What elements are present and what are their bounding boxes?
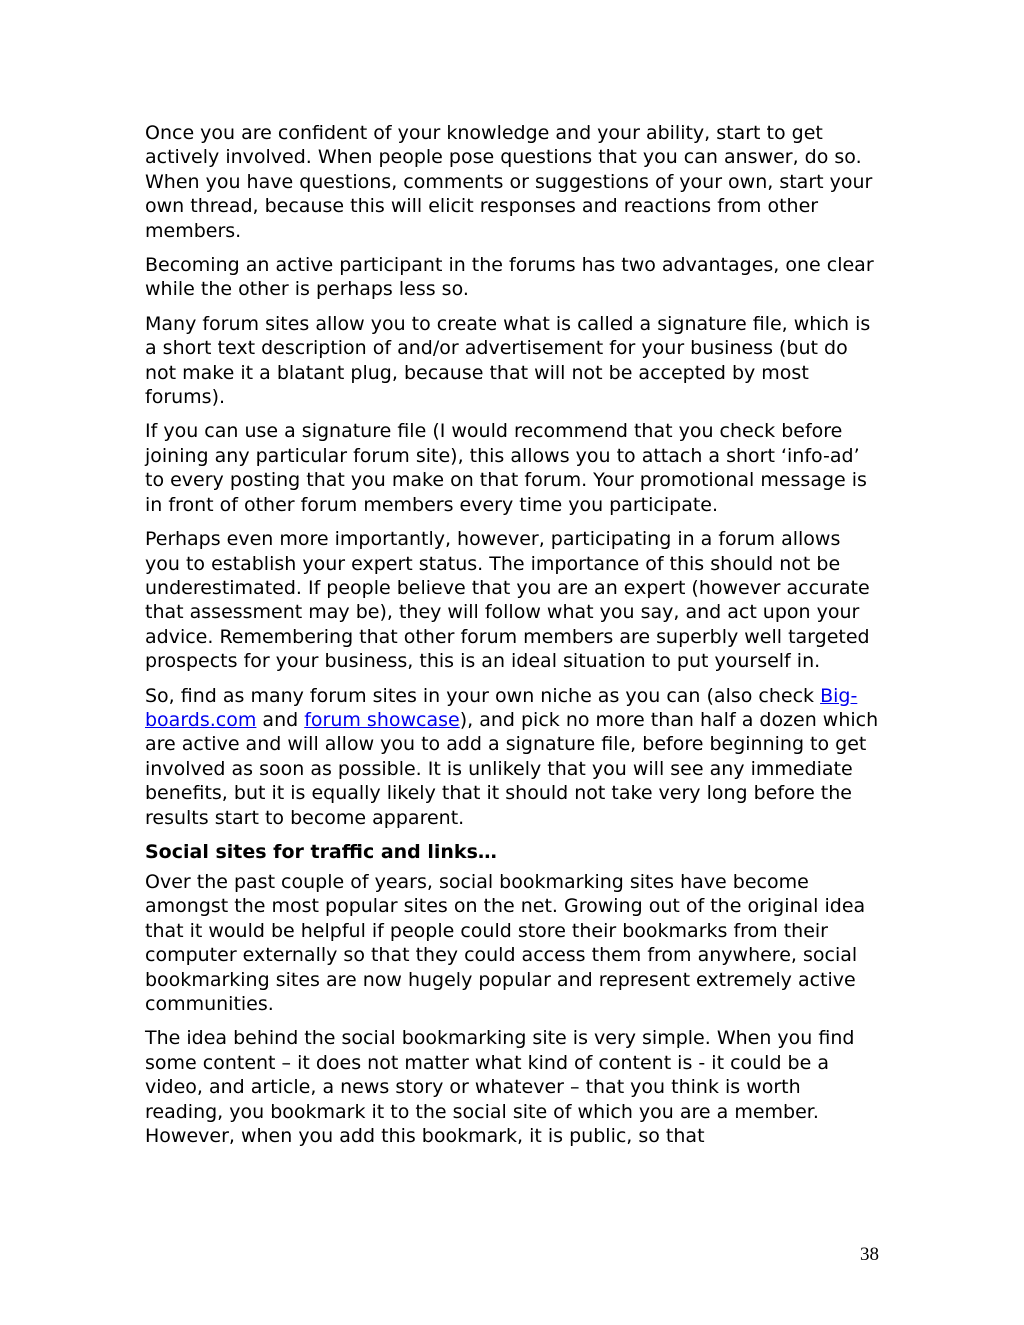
- paragraph-info-ad: If you can use a signature file (I would recommend that you check before joining any particular forum site), this allows you to attach a short ‘info-ad’ to every posting that you make on that forum. Your promotional message is in front of other forum members every time you participate.: [145, 420, 867, 516]
- paragraph-social-bookmarking-idea: The idea behind the social bookmarking site is very simple. When you find some content – it does not matter what kind of content is - it could be a video, and article, a news story or whatever – that you think is worth reading, you bookmark it to the social site of which you are a member. However, when you add this bookmark, it is public, so that: [145, 1027, 855, 1148]
- paragraph-two-advantages: Becoming an active participant in the forums has two advantages, one clear while the other is perhaps less so.: [145, 254, 874, 301]
- big-boards-link[interactable]: Big-boards.com: [145, 684, 858, 731]
- paragraph-signature-file: Many forum sites allow you to create what is called a signature file, which is a short text description of and/or advertisement for your business (but do not make it a blatant plug, because that will not be accepted by most forums).: [145, 312, 871, 409]
- paragraph-expert-status: Perhaps even more importantly, however, participating in a forum allows you to establish your expert status. The importance of this should not be underestimated. If people believe that you are an expert (however accurate that assessment may be), they will follow what you say, and act upon your advice. Remembering that other forum members are superbly well targeted prospects for your business, this is an ideal situation to put yourself in.: [145, 528, 870, 673]
- paragraph-social-bookmarking-intro: Over the past couple of years, social bookmarking sites have become amongst the most popular sites on the net. Growing out of the original idea that it would be helpful if people could store their bookmarks from their computer externally so that they could access them from anywhere, social bookmarking sites are now hugely popular and represent extremely active communities.: [145, 870, 866, 1015]
- paragraph-get-involved: Once you are confident of your knowledge and your ability, start to get actively involved. When people pose questions that you can answer, do so. When you have questions, comments or suggestions of your own, start your own thread, because this will elicit responses and reactions from other members.: [145, 122, 873, 242]
- forum-showcase-link[interactable]: forum showcase: [304, 708, 460, 731]
- find-forums-text-start: So, find as many forum sites in your own niche as you can (also check: [145, 684, 821, 707]
- paragraph-find-forums: [145, 684, 880, 830]
- section-heading-social-sites: Social sites for traffic and links…: [145, 840, 497, 863]
- document-body: [145, 121, 880, 1158]
- find-forums-text-end: ), and pick no more than half a dozen which are active and will allow you to add a signature file, before beginning to get involved as soon as possible. It is unlikely that you will see any immediate benefits, but it is equally likely that it should not take very long before the results start to become apparent.: [145, 708, 879, 829]
- page-number: 38: [860, 1244, 879, 1265]
- find-forums-text-between: and: [256, 708, 305, 731]
